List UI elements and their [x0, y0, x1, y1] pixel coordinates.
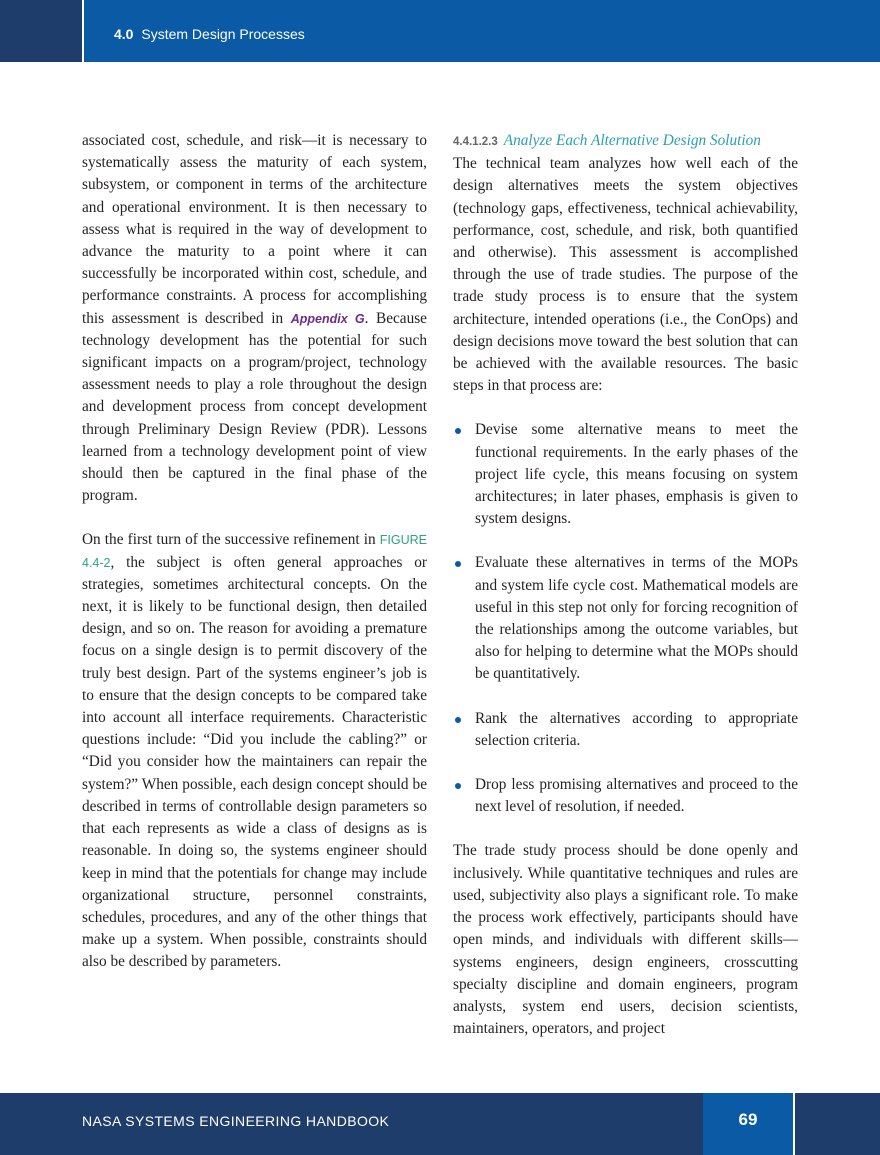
list-item-text: Evaluate these alternatives in terms of the MOPs and system life cycle cost. Mathematical models are useful in this step not only for forcing recognition of the relationships among the outcome variables, but also for helping to determine what the MOPs should be quantitatively. [475, 554, 798, 683]
paragraph-text: On the first turn of the successive refinement in [82, 531, 380, 549]
section-heading [453, 130, 798, 153]
list-item-text: Devise some alternative means to meet the functional requirements. In the early phases of the project life cycle, this means focusing on system architectures; in later phases, emphasis is given to system designs. [475, 421, 798, 528]
list-item [453, 552, 798, 685]
section-number: 4.4.1.2.3 [453, 136, 498, 148]
running-head-section-number: 4.0 [114, 26, 134, 42]
appendix-g-link[interactable]: Appendix G [290, 311, 365, 326]
list-item [453, 419, 798, 530]
body-paragraph: The technical team analyzes how well each of the design alternatives meets the system objectives (technology gaps, effectiveness, technical achievability, performance, cost, schedule, and risk, both quantified and otherwise). This assessment is accomplished through the use of trade studies. The purpose of the trade study process is to ensure that the system architecture, intended operations (i.e., the ConOps) and design decisions move toward the best solution that can be achieved with the available resources. The basic steps in that process are: [453, 155, 798, 395]
footer-divider [793, 1093, 795, 1155]
footer-title: NASA SYSTEMS ENGINEERING HANDBOOK [82, 1113, 390, 1129]
figure-reference-link[interactable]: FIGURE 4.4-2 [82, 533, 427, 570]
section-title: Analyze Each Alternative Design Solution [503, 132, 761, 149]
body-paragraph [82, 130, 427, 507]
bullet-list [453, 419, 798, 818]
page-number: 69 [738, 1110, 758, 1129]
list-item [453, 708, 798, 752]
list-item-text: Rank the alternatives according to appropriate selection criteria. [475, 709, 798, 749]
paragraph-text: . Because technology development has the potential for such significant impacts on a program/project, technology assessment needs to play a role throughout the design and development process from concept development through Preliminary Design Review (PDR). Lessons learned from a technology development point of view should then be captured in the final phase of the program. [82, 309, 427, 505]
body-paragraph [82, 529, 427, 973]
left-column [82, 130, 427, 974]
running-head-section-title: System Design Processes [141, 26, 305, 42]
paragraph-text: associated cost, schedule, and risk—it is necessary to systematically assess the maturity of each system, subsystem, or component in terms of the architecture and operational environment. It is then necessary to assess what is required in the way of development to advance the maturity to a point where it can successfully be incorporated within cost, schedule, and performance constraints. A process for accomplishing this assessment is described in [82, 132, 427, 327]
running-head [114, 25, 305, 43]
right-column [453, 130, 798, 1040]
bullet-icon [455, 717, 461, 723]
header-divider [82, 0, 84, 62]
bullet-icon [455, 428, 461, 434]
paragraph-text: , the subject is often general approaches or strategies, sometimes architectural concepts. On the next, it is likely to be functional design, then detailed design, and so on. The reason for avoiding a premature focus on a single design is to permit discovery of the truly best design. Part of the systems engineer’s job is to ensure that the design concepts to be compared take into account all interface requirements. Characteristic questions include: “Did you include the cabling?” or “Did you consider how the maintainers can repair the system?” When possible, each design concept should be described in terms of controllable design parameters so that each represents as wide a class of designs as is reasonable. In doing so, the systems engineer should keep in mind that the potentials for change may include organizational structure, personnel constraints, schedules, procedures, and any of the other things that make up a system. When possible, constraints should also be described by parameters. [82, 553, 427, 971]
list-item-text: Drop less promising alternatives and proceed to the next level of resolution, if needed. [475, 776, 798, 816]
bullet-icon [455, 561, 461, 567]
bullet-icon [455, 783, 461, 789]
list-item [453, 774, 798, 818]
header-corner-block [0, 0, 82, 62]
body-paragraph: The trade study process should be done openly and inclusively. While quantitative techniques and rules are used, subjectivity also plays a significant role. To make the process work effectively, participants should have open minds, and individuals with different skills—systems engineers, design engineers, crosscutting specialty discipline and domain engineers, program analysts, system end users, decision scientists, maintainers, operators, and project [453, 842, 798, 1038]
